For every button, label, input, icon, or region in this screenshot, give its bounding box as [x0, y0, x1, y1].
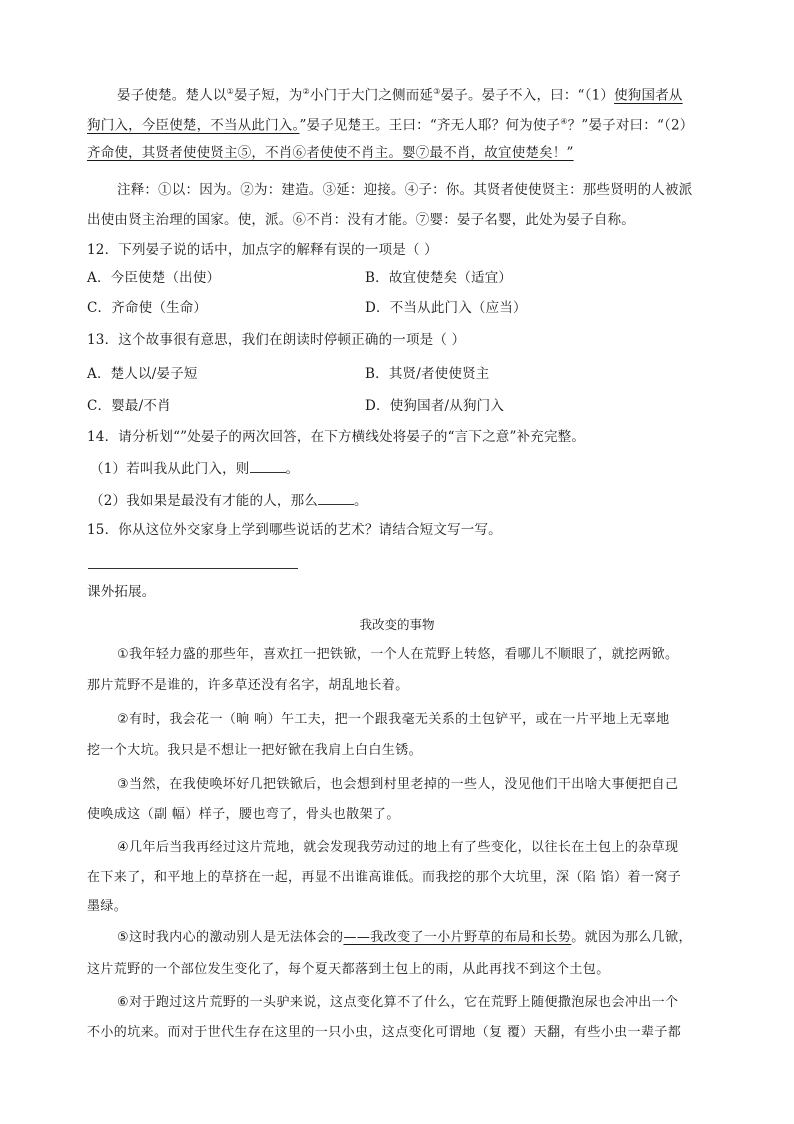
punctuation: 。	[285, 461, 300, 477]
answer-blank-1[interactable]	[250, 458, 286, 473]
passage-line-1	[117, 82, 683, 106]
question-14-part-1-text: （1）若叫我从此门入，则	[90, 461, 250, 477]
answer-line-15[interactable]	[88, 568, 298, 569]
paragraph-2-line-2: 挖一个大坑。我只是不想让一把好锨在我肩上白白生锈。	[87, 743, 423, 758]
paragraph-4-line-2: 在下来了，和平地上的草挤在一起，再显不出谁高谁低。而我挖的那个大坑里，深（陷 馅）着一窝子	[87, 870, 682, 885]
question-13-option-a[interactable]: A．楚人以/晏子短	[87, 366, 198, 382]
paragraph-4-line-3: 墨绿。	[87, 899, 128, 914]
paragraph-4-line-1: ④几年后当我再经过这片荒地，就会发现我劳动过的地上有了些变化，以往长在土包上的杂草现	[117, 840, 679, 855]
paragraph-6-line-1: ⑥对于跑过这片荒野的一头驴来说，这点变化算不了什么，它在荒野上随便撒泡尿也会冲出一个	[117, 995, 679, 1010]
question-14-stem: 14．请分析划“”处晏子的两次回答，在下方横线处将晏子的“言下之意”补充完整。	[87, 429, 586, 445]
section-label: 课外拓展。	[87, 584, 156, 600]
paragraph-5-text: ⑤这时我内心的激动别人是无法体会的	[117, 930, 344, 945]
underlined-answer-2: 齐命使，其贤者使使贤主⑤，不肖⑥者使使不肖主。婴⑦最不肖，故宜使楚矣！”	[87, 145, 574, 161]
paragraph-5-line-1	[117, 928, 692, 948]
underlined-answer-1: 狗门入，今臣使楚，不当从此门入。	[87, 117, 300, 134]
question-14-part-2	[90, 490, 368, 511]
passage-text: 小门于大门之侧而延	[309, 87, 434, 104]
answer-blank-2[interactable]	[318, 490, 354, 505]
notes-line-2: 出使由贤主治理的国家。使，派。⑥不肖：没有才能。⑦婴：晏子名婴，此处为晏子自称。	[87, 212, 635, 228]
passage-text: 晏子。晏子不入，曰：“（1）	[440, 87, 615, 104]
paragraph-3-line-1: ③当然，在我使唤坏好几把铁锨后，也会想到村里老掉的一些人，没见他们干出啥大事便把自己	[117, 777, 679, 792]
footnote-mark: ①	[226, 87, 234, 96]
passage-line-2	[87, 112, 693, 136]
question-12-option-b[interactable]: B．故宜使楚矣（适宜）	[365, 270, 513, 286]
footnote-mark: ③	[433, 87, 441, 96]
question-13-option-c[interactable]: C．婴最/不肖	[87, 398, 171, 414]
paragraph-1-line-2: 那片荒野不是谁的，许多草还没有名字，胡乱地长着。	[87, 678, 409, 693]
paragraph-2-line-1: ②有时，我会花一（晌 响）午工夫，把一个跟我毫无关系的土包铲平，或在一片平地上无辜地	[117, 712, 670, 727]
underlined-answer-1: 使狗国者从	[614, 87, 683, 104]
passage-text: 晏子使楚。楚人以	[117, 87, 227, 104]
paragraph-6-line-2: 不小的坑来。而对于世代生存在这里的一只小虫，这点变化可谓地（复 覆）天翻，有些小虫一辈子都	[87, 1025, 682, 1040]
paragraph-3-line-2: 使唤成这（副 幅）样子，腰也弯了，骨头也散架了。	[87, 807, 400, 822]
passage-text: ？”晏子对曰：“（2）	[567, 117, 694, 134]
question-14-part-1	[90, 458, 299, 479]
question-12-option-a[interactable]: A．今臣使楚（出使）	[87, 270, 221, 286]
question-12-stem: 12．下列晏子说的话中，加点字的解释有误的一项是（ ）	[87, 242, 438, 258]
question-13-option-b[interactable]: B．其贤/者使使贤主	[365, 366, 490, 382]
underlined-sentence: ——我改变了一小片野草的布局和长势	[343, 930, 572, 945]
question-12-option-d[interactable]: D．不当从此门入（应当）	[365, 300, 527, 316]
passage-text: 晏子短，为	[233, 87, 303, 104]
footnote-mark: ④	[560, 117, 568, 126]
passage-text: ”晏子见楚王。王曰：“齐无人耶？何为使子	[299, 117, 561, 134]
question-15-stem: 15．你从这位外交家身上学到哪些说话的艺术？请结合短文写一写。	[87, 522, 502, 538]
paragraph-5-text: 。就因为那么几锨，	[571, 930, 692, 945]
question-13-option-d[interactable]: D．使狗国者/从狗门入	[365, 398, 505, 414]
article-title: 我改变的事物	[359, 617, 435, 632]
paragraph-1-line-1: ①我年轻力盛的那些年，喜欢扛一把铁锨，一个人在荒野上转悠，看哪儿不顺眼了，就挖两锨。	[117, 647, 679, 662]
question-14-part-2-text: （2）我如果是最没有才能的人，那么	[90, 493, 318, 509]
footnote-mark: ②	[302, 87, 310, 96]
notes-line-1: 注释：①以：因为。②为：建造。③延：迎接。④子：你。其贤者使使贤主：那些贤明的人被派	[117, 182, 693, 198]
paragraph-5-line-2: 这片荒野的一个部位发生变化了，每个夏天都落到土包上的雨，从此再找不到这个土包。	[87, 962, 610, 977]
punctuation: 。	[354, 493, 368, 509]
question-12-option-c[interactable]: C．齐命使（生命）	[87, 300, 208, 316]
question-13-stem: 13．这个故事很有意思，我们在朗读时停顿正确的一项是（ ）	[87, 332, 466, 348]
